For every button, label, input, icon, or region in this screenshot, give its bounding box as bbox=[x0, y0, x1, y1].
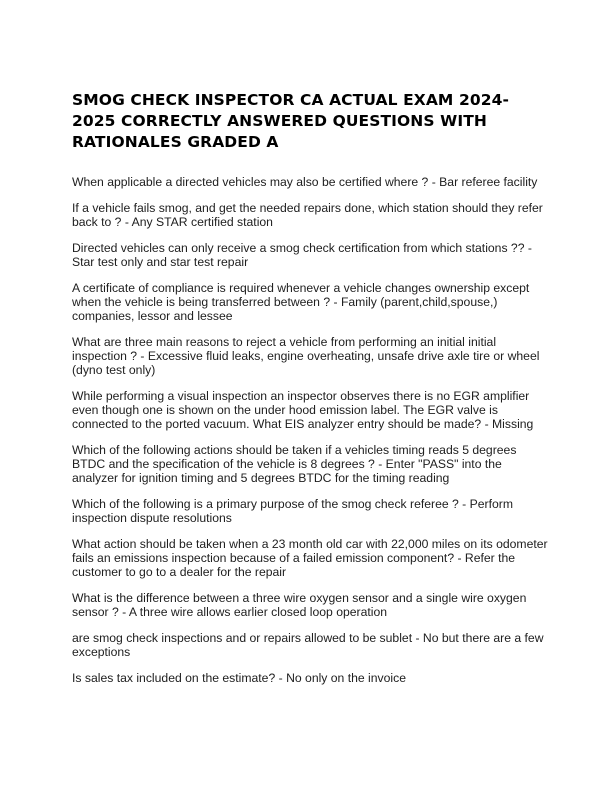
question-item: A certificate of compliance is required whenever a vehicle changes ownership except when the vehicle is being transferred between ? - Family (parent,child,spouse,) companies, lessor and lessee bbox=[72, 281, 530, 323]
question-item: While performing a visual inspection an inspector observes there is no EGR amplifier even though one is shown on the under hood emission label. The EGR valve is connected to the ported vacuum. What EIS analyzer entry should be made? - Missing bbox=[72, 389, 534, 431]
question-item: Which of the following is a primary purpose of the smog check referee ? - Perform inspection dispute resolutions bbox=[72, 497, 513, 525]
question-item: Is sales tax included on the estimate? - No only on the invoice bbox=[72, 671, 406, 685]
question-item: Directed vehicles can only receive a smog check certification from which stations ?? - Star test only and star test repair bbox=[72, 241, 532, 269]
question-item: If a vehicle fails smog, and get the needed repairs done, which station should they refer back to ? - Any STAR certified station bbox=[72, 201, 543, 229]
question-item: When applicable a directed vehicles may also be certified where ? - Bar referee facility bbox=[72, 175, 538, 189]
document-title: SMOG CHECK INSPECTOR CA ACTUAL EXAM 2024-2025 CORRECTLY ANSWERED QUESTIONS WITH RATIONALES GRADED A bbox=[72, 91, 510, 151]
question-item: What is the difference between a three wire oxygen sensor and a single wire oxygen sensor ? - A three wire allows earlier closed loop operation bbox=[72, 591, 527, 619]
question-item: Which of the following actions should be taken if a vehicles timing reads 5 degrees BTDC and the specification of the vehicle is 8 degrees ? - Enter "PASS" into the analyzer for ignition timing and 5 degrees BTDC for the timing reading bbox=[72, 443, 517, 485]
question-item: are smog check inspections and or repairs allowed to be sublet - No but there are a few exceptions bbox=[72, 631, 544, 659]
question-item: What are three main reasons to reject a vehicle from performing an initial initial inspection ? - Excessive fluid leaks, engine overheating, unsafe drive axle tire or wheel (dyno test only) bbox=[72, 335, 540, 377]
question-list bbox=[72, 175, 550, 697]
question-item: What action should be taken when a 23 month old car with 22,000 miles on its odometer fails an emissions inspection because of a failed emission component? - Refer the customer to go to a dealer for the repair bbox=[72, 537, 548, 579]
